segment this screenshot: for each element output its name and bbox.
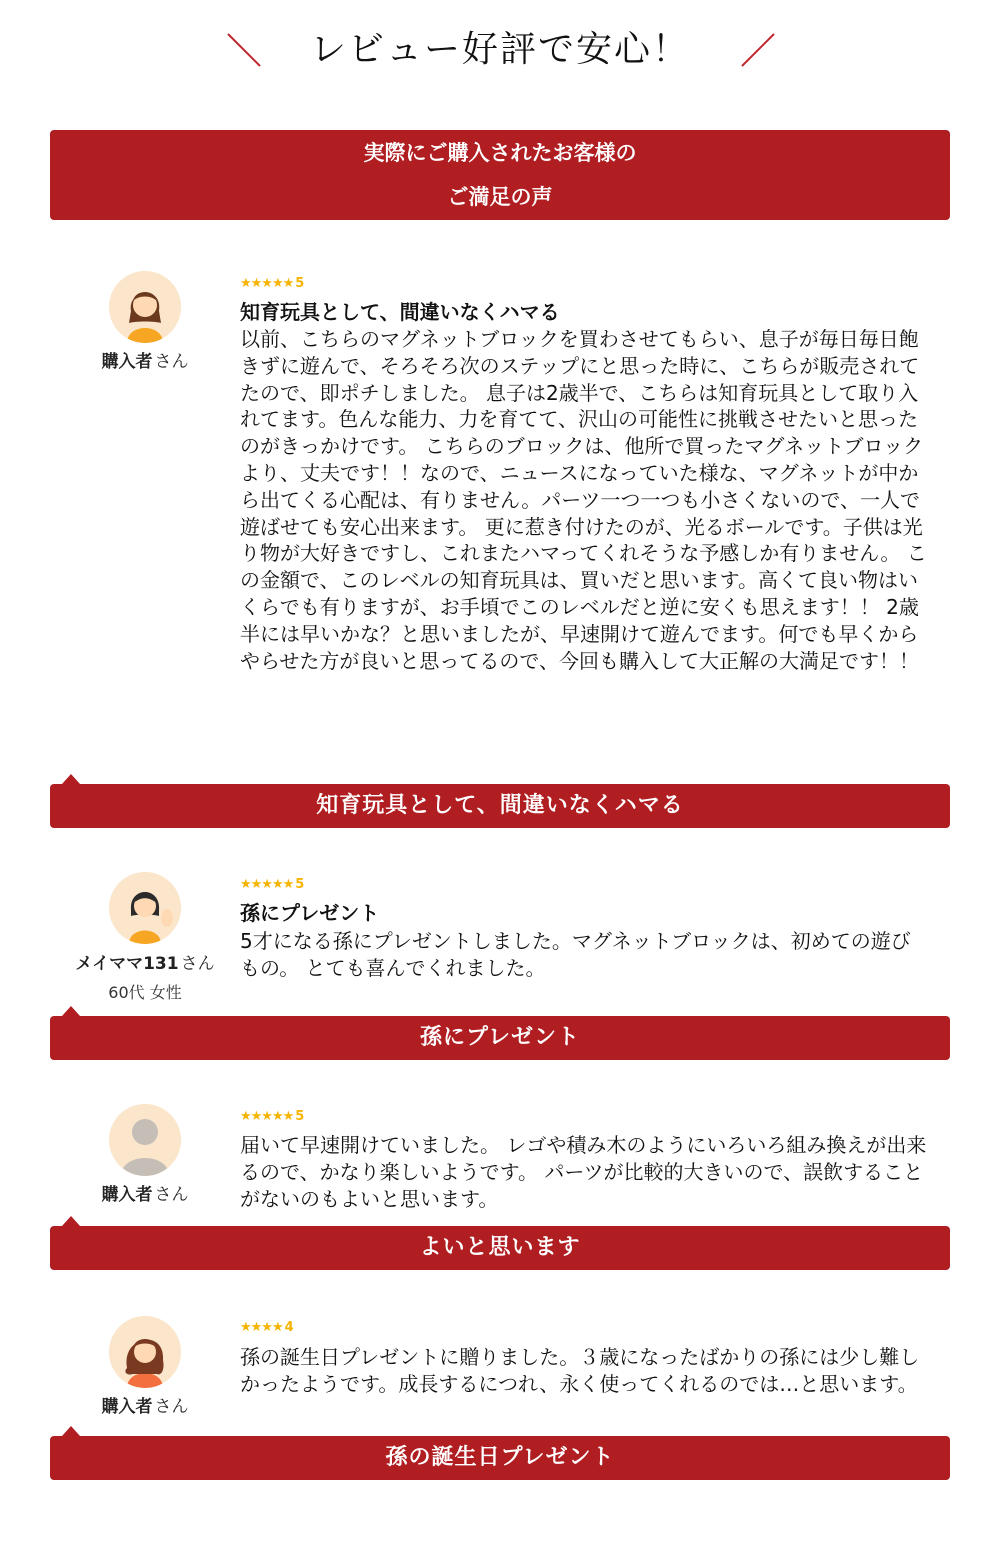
woman-short-hair-icon [109,271,181,343]
reviewer-name: メイママ131 さん [75,954,215,974]
page-title: レビュー好評で安心！ [309,29,690,70]
review-headline-bar: 知育玩具として、間違いなくハマる [50,784,950,828]
rating-value: 5 [295,1109,305,1124]
woman-long-hair-icon [109,1316,181,1388]
decorative-slash-right [738,30,778,70]
rating-value: 5 [295,276,305,291]
star-rating [240,276,304,292]
default-user-icon [109,1104,181,1176]
star-icons: ★★★★★ [240,1109,294,1124]
star-rating [240,1109,304,1125]
review-body: 以前、こちらのマグネットブロックを買わさせてもらい、息子が毎日毎日飽きずに遊んで、そろそろ次のステップにと思った時に、こちらが販売されてたので、即ポチしました。 息子は2歳半で、こちらは知育玩具として取り入れてます。色んな能力、力を育てて、沢山の可能性に挑戦させたいと思ったのがきっかけです。 こちらのブロックは、他所で買ったマグネットブロックより、丈夫です！！なので、ニュースになっていた様な、マグネットが中から出てくる心配は、有りません。パーツ一つ一つも小さくないので、一人で遊ばせても安心出来ます。 更に惹き付けたのが、光るボールです。子供は光り物が大好きですし、これまたハマってくれそうな予感しか有りません。 この金額で、このレベルの知育玩具は、買いだと思います。高くて良い物はいくらでも有りますが、お手頃でこのレベルだと逆に安くも思えます！！ 2歳半には早いかな？と思いましたが、早速開けて遊んでます。何でも早くからやらせた方が良いと思ってるので、今回も購入して大正解の大満足です！！ [240,327,927,673]
review-body: 5才になる孫にプレゼントしました。マグネットブロックは、初めての遊びもの。 とても喜んでくれました。 [240,929,911,980]
star-icons: ★★★★ [240,1320,283,1335]
reviewer-name: 購入者 さん [101,1397,189,1417]
banner-line-2: ご満足の声 [447,185,553,209]
rating-value: 5 [295,877,305,892]
banner-line-1: 実際にご購入されたお客様の [363,141,637,165]
section-banner [50,130,950,220]
review-body: 孫の誕生日プレゼントに贈りました。３歳になったばかりの孫には少し難しかったようです。成長するにつれ、永く使ってくれるのでは…と思います。 [240,1345,920,1396]
review-title: 孫にプレゼント [240,901,380,925]
review-headline-bar: よいと思います [50,1226,950,1270]
review-body: 届いて早速開けていました。 レゴや積み木のようにいろいろ組み換えが出来るので、かなり楽しいようです。 パーツが比較的大きいので、誤飲することがないのもよいと思います。 [240,1133,927,1211]
reviewer-name: 購入者 さん [101,352,189,372]
review-headline-bar: 孫にプレゼント [50,1016,950,1060]
rating-value: 4 [284,1320,294,1335]
star-rating [240,877,304,893]
woman-waving-icon [109,872,181,944]
star-icons: ★★★★★ [240,877,294,892]
reviewer-demographic: 60代 女性 [108,983,182,1002]
star-icons: ★★★★★ [240,276,294,291]
star-rating [240,1320,294,1336]
reviewer-name: 購入者 さん [101,1185,189,1205]
review-title: 知育玩具として、間違いなくハマる [240,300,560,324]
review-headline-bar: 孫の誕生日プレゼント [50,1436,950,1480]
